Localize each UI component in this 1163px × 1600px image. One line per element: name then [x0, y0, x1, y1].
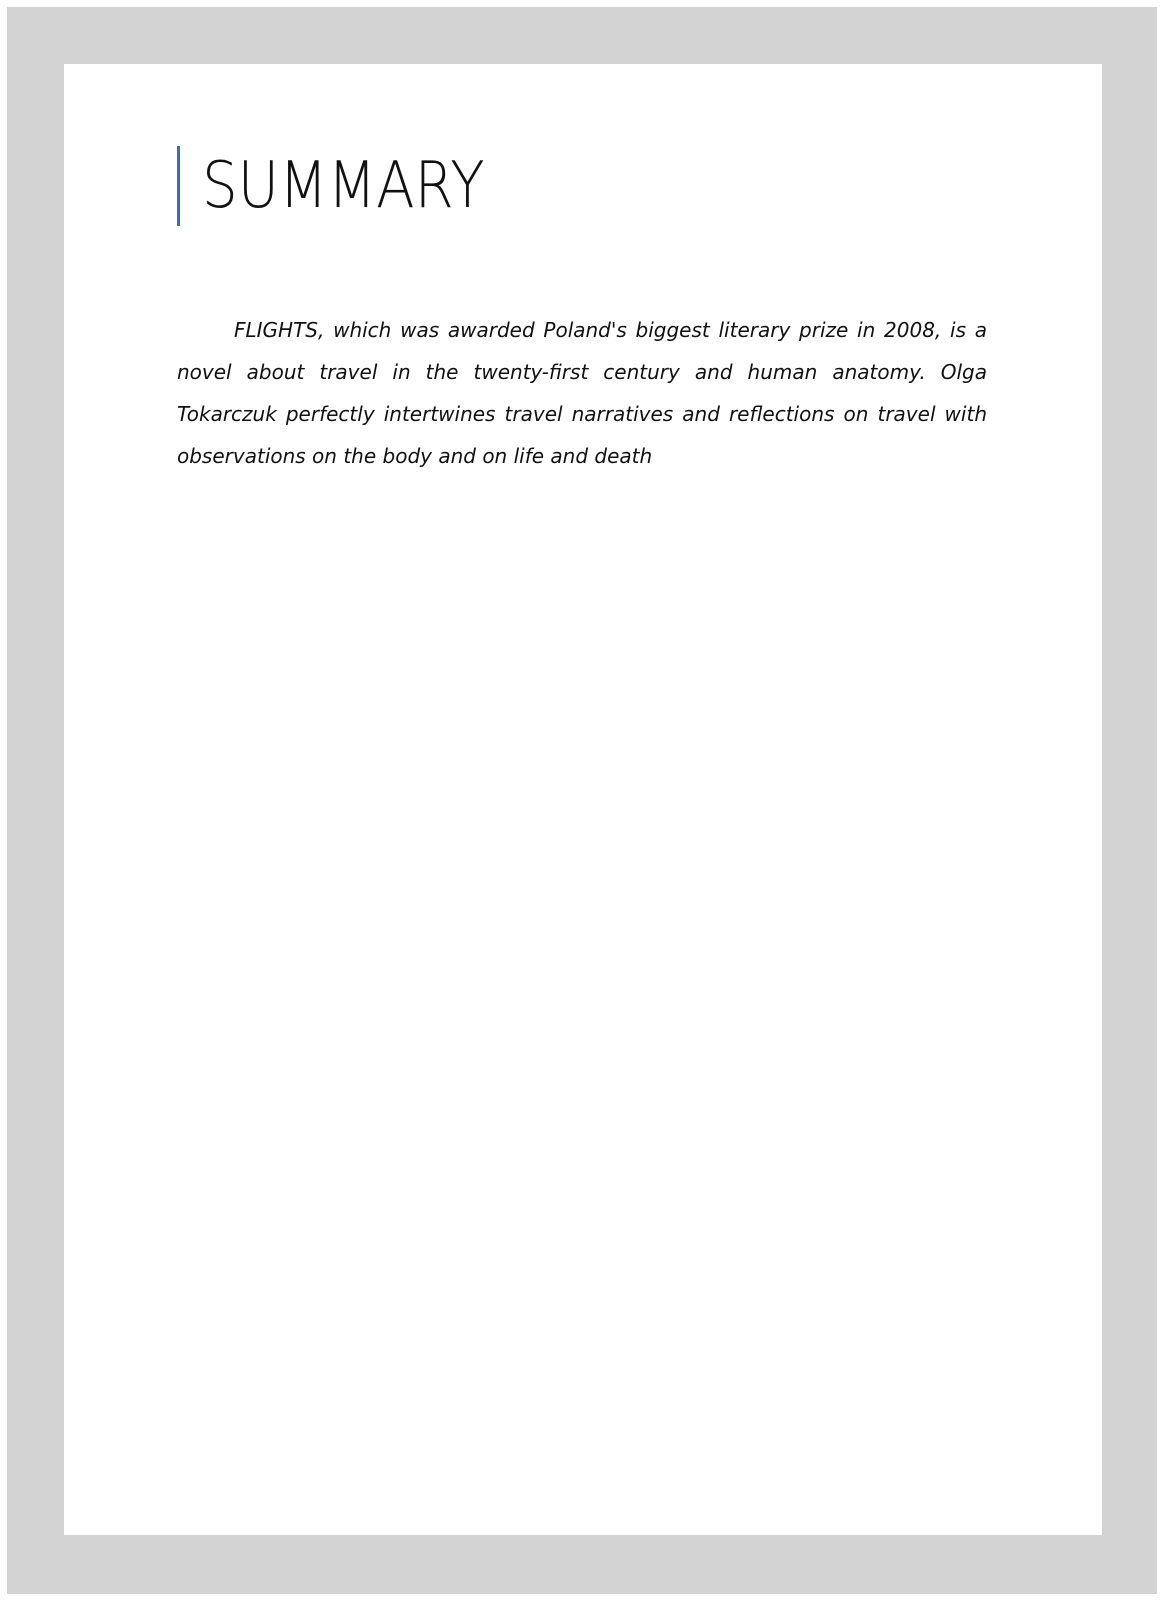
- heading-accent-bar: [177, 146, 180, 226]
- summary-paragraph: FLIGHTS, which was awarded Poland's biggest literary prize in 2008, is a novel about travel in the twenty-first century and human anatomy. Olga Tokarczuk perfectly intertwines travel narratives and reflections on travel with observations on the body and on life and death: [177, 318, 987, 468]
- heading-title: SUMMARY: [202, 149, 485, 223]
- page-frame: [7, 7, 1157, 1594]
- document-page: [64, 64, 1102, 1535]
- section-heading: [177, 146, 523, 226]
